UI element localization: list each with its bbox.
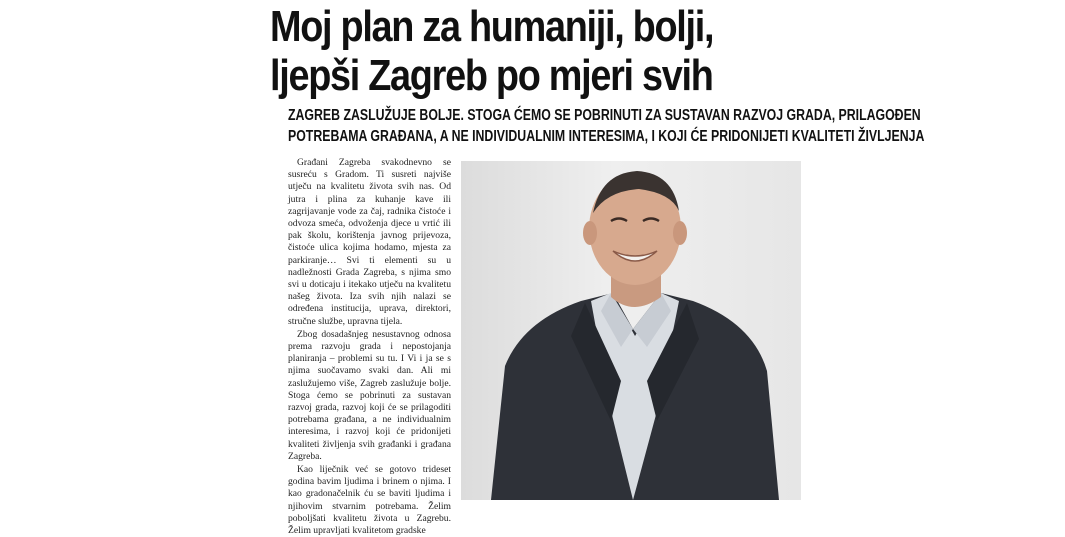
body-paragraph: Zbog dosadašnjeg nesustavnog odnosa prema razvoju grada i nepostojanja planiranja – problemi su tu. I Vi i ja se s njima suočavamo svaki dan. Ali mi zaslužujemo više, Zagreb zaslužuje bolje. Stoga ćemo se pobrinuti za sustavan razvoj grada, razvoj koji će se prilagoditi potrebama građana, a ne individualnim interesima, i razvoj koji će pridonijeti kvaliteti življenja svih građanki i građana Zagreba. xyxy=(288,328,451,462)
article-body xyxy=(288,157,451,537)
portrait-photo xyxy=(461,161,801,500)
article-subheading xyxy=(288,105,925,147)
headline-line-1: Moj plan za humaniji, bolji, xyxy=(270,2,714,51)
subheading-line-1: ZAGREB ZASLUŽUJE BOLJE. STOGA ĆEMO SE POBRINUTI ZA SUSTAVAN RAZVOJ GRADA, PRILAGOĐEN xyxy=(288,107,921,124)
article-headline xyxy=(270,2,734,100)
portrait-illustration xyxy=(461,161,801,500)
headline-line-2: ljepši Zagreb po mjeri svih xyxy=(270,51,713,100)
body-paragraph: Kao liječnik već se gotovo trideset godina bavim ljudima i brinem o njima. I kao gradonačelnik ću se baviti ljudima i njihovim stvarnim potrebama. Želim poboljšati kvalitetu života u Zagrebu. Želim upravljati kvalitetom gradske xyxy=(288,464,451,537)
body-paragraph: Građani Zagreba svakodnevno se susreću s Gradom. Ti susreti najviše utječu na kvalitetu života svih nas. Od jutra i plina za kuhanje kave ili zagrijavanje vode za čaj, radnika čistoće i odvoza smeća, odvoženja djece u vrtić ili pak školu, korištenja javnog prijevoza, čistoće ulica kojima hodamo, mjesta za parkiranje… Svi ti elementi su u nadležnosti Grada Zagreba, s njima smo svi u doticaju i itekako utječu na kvalitetu našeg života. Iza svih njih nalazi se određena institucija, uprava, direktori, stručne službe, upravna tijela. xyxy=(288,157,451,327)
subheading-line-2: POTREBAMA GRAĐANA, A NE INDIVIDUALNIM INTERESIMA, I KOJI ĆE PRIDONIJETI KVALITETI ŽIVLJENJA xyxy=(288,128,925,145)
